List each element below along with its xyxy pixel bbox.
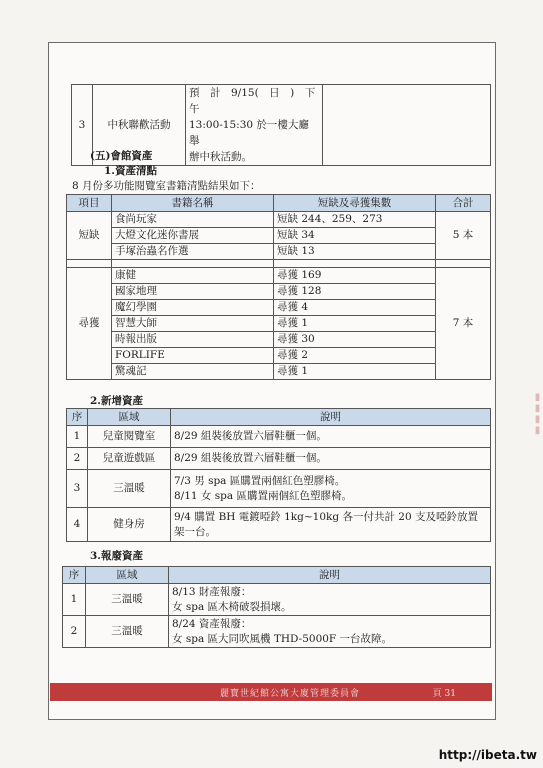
event-desc-line: 預 計 9/15( 日 ) 下 午 (189, 87, 326, 115)
row-desc-line: 8/24 資產報廢： (172, 617, 252, 630)
book-status: 尋獲 30 (274, 332, 436, 348)
book-name: FORLIFE (112, 348, 274, 364)
inventory-intro: 8 月份多功能閱覽室書籍清點結果如下： (72, 180, 261, 192)
col-header: 區域 (86, 567, 169, 584)
found-label: 尋獲 (67, 268, 112, 380)
book-status: 尋獲 1 (274, 364, 436, 380)
col-header: 說明 (169, 567, 491, 584)
book-status: 短缺 34 (274, 228, 436, 244)
row-desc (169, 584, 491, 616)
col-header: 序 (63, 567, 86, 584)
col-header: 短缺及尋獲集數 (274, 195, 436, 212)
footer-title: 麗寶世紀館公寓大廈管理委員會 (220, 689, 361, 699)
new-assets-table (66, 408, 491, 542)
row-desc-line: 8/13 財產報廢： (172, 585, 252, 598)
row-desc-line: 9/4 購置 BH 電鍍啞鈴 1kg~10kg 各一付共計 20 支及啞鈴放置 (174, 510, 479, 523)
row-area: 三溫暖 (86, 616, 169, 648)
col-header: 區域 (88, 409, 171, 426)
event-num: 3 (72, 85, 93, 166)
row-num: 4 (67, 508, 88, 542)
subsection-title: 3.報廢資產 (90, 550, 143, 562)
row-desc (171, 470, 491, 508)
book-name: 大燈文化迷你書展 (112, 228, 274, 244)
row-num: 1 (67, 426, 88, 448)
col-header: 說明 (171, 409, 491, 426)
subsection-title: 2.新增資產 (90, 395, 143, 407)
missing-label: 短缺 (67, 212, 112, 260)
row-desc-line: 女 spa 區大同吹風機 THD-5000F 一台故障。 (172, 632, 393, 645)
book-status: 尋獲 2 (274, 348, 436, 364)
row-desc (169, 616, 491, 648)
book-name: 康健 (112, 268, 274, 284)
section-title: (五)會館資產 (90, 150, 153, 162)
col-header: 項目 (67, 195, 112, 212)
book-name: 食尚玩家 (112, 212, 274, 228)
book-status: 短缺 244、259、273 (274, 212, 436, 228)
scrap-assets-table (62, 566, 491, 648)
row-desc-line: 7/3 男 spa 區購置兩個紅色塑膠椅。 (174, 474, 346, 487)
book-status: 尋獲 1 (274, 316, 436, 332)
site-watermark: http://ibeta.tw (438, 748, 537, 762)
row-num: 2 (63, 616, 86, 648)
row-num: 3 (67, 470, 88, 508)
book-name: 魔幻學園 (112, 300, 274, 316)
col-header: 序 (67, 409, 88, 426)
book-name: 時報出版 (112, 332, 274, 348)
book-status: 尋獲 4 (274, 300, 436, 316)
event-name: 中秋聯歡活動 (93, 85, 186, 166)
book-status: 尋獲 128 (274, 284, 436, 300)
book-name: 手塚治蟲名作選 (112, 244, 274, 260)
book-status: 短缺 13 (274, 244, 436, 260)
inventory-table (66, 194, 491, 380)
missing-total: 5 本 (436, 212, 491, 260)
row-num: 1 (63, 584, 86, 616)
row-area: 兒童遊戲區 (88, 448, 171, 470)
row-desc-line: 架一台。 (174, 525, 216, 538)
page-number: 頁 31 (432, 689, 456, 699)
event-desc-line: 13:00-15:30 於一樓大廳舉 (189, 119, 309, 147)
row-area: 三溫暖 (86, 584, 169, 616)
row-num: 2 (67, 448, 88, 470)
found-total: 7 本 (436, 268, 491, 380)
row-desc (171, 508, 491, 542)
book-status: 尋獲 169 (274, 268, 436, 284)
row-desc-line: 女 spa 區木椅破裂損壞。 (172, 600, 292, 613)
event-desc-line: 辦中秋活動。 (189, 151, 252, 163)
row-desc-line: 8/11 女 spa 區購置兩個紅色塑膠椅。 (174, 489, 352, 502)
col-header: 書籍名稱 (112, 195, 274, 212)
binding-stamp-mark: ▮▮▮▮ (532, 392, 543, 436)
subsection-title: 1.資產清點 (104, 165, 157, 177)
book-name: 智慧大師 (112, 316, 274, 332)
row-area: 健身房 (88, 508, 171, 542)
footer-bar (50, 683, 492, 701)
book-name: 驚魂記 (112, 364, 274, 380)
row-area: 三溫暖 (88, 470, 171, 508)
book-name: 國家地理 (112, 284, 274, 300)
row-desc: 8/29 組裝後放置六層鞋櫃一個。 (171, 448, 491, 470)
row-area: 兒童閱覽室 (88, 426, 171, 448)
event-empty-cell (323, 85, 491, 166)
row-desc: 8/29 組裝後放置六層鞋櫃一個。 (171, 426, 491, 448)
col-header: 合計 (436, 195, 491, 212)
event-desc (186, 85, 326, 166)
